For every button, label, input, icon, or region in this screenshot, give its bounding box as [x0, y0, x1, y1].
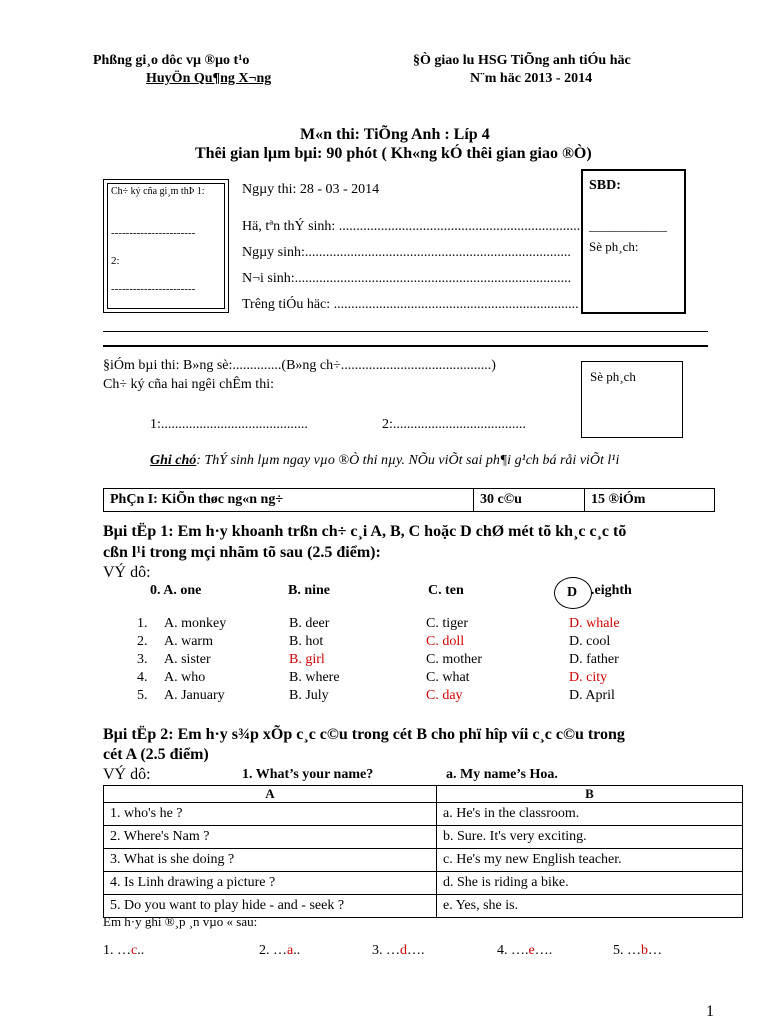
- exercise1-heading-2: cßn l¹i trong mçi nhãm tõ sau (2.5 điểm):: [103, 544, 381, 561]
- answer-number: 2. …: [259, 943, 287, 958]
- answer-dots: ..: [293, 943, 301, 958]
- cell-a: 4. Is Linh drawing a picture ?: [104, 872, 437, 895]
- examiner-box-title: Ch÷ ký cña gi¸m thÞ 1:: [111, 186, 205, 197]
- cell-b: a. He's in the classroom.: [437, 803, 743, 826]
- option-d[interactable]: D. April: [569, 688, 615, 703]
- column-b-header: B: [437, 786, 743, 803]
- school-year: N¨m häc 2013 - 2014: [470, 71, 593, 86]
- question-number: 3.: [137, 652, 148, 667]
- table-row: [104, 872, 743, 895]
- page-number: 1: [706, 1003, 714, 1020]
- part1-title: PhÇn I: KiÕn thøc ng«n ng÷: [104, 489, 474, 512]
- question-number: 1.: [137, 616, 148, 631]
- district-name: HuyÖn Qu¶ng X¬ng: [146, 71, 272, 86]
- exercise2-example-label: VÝ dô:: [103, 766, 151, 783]
- note-label: Ghi chó: [150, 453, 197, 468]
- cell-a: 3. What is she doing ?: [104, 849, 437, 872]
- table-row: [104, 803, 743, 826]
- question-number: 2.: [137, 634, 148, 649]
- option-a[interactable]: A. monkey: [164, 616, 227, 631]
- answer-value: c: [131, 943, 138, 958]
- option-b[interactable]: B. girl: [289, 652, 325, 667]
- part1-points: 15 ®iÓm: [585, 489, 715, 512]
- sbd-code-label: Sè ph¸ch:: [589, 239, 639, 254]
- example-option-c: C. ten: [428, 583, 464, 598]
- cut-line-1: [103, 331, 708, 332]
- option-a[interactable]: A. January: [164, 688, 225, 703]
- option-b[interactable]: B. hot: [289, 634, 324, 649]
- column-a-header: A: [104, 786, 437, 803]
- answer-slot[interactable]: [372, 943, 425, 959]
- question-number: 4.: [137, 670, 148, 685]
- code-box-label: Sè ph¸ch: [590, 369, 636, 384]
- part1-table: [103, 488, 715, 512]
- answer-value: a: [287, 943, 294, 958]
- cell-b: b. Sure. It's very exciting.: [437, 826, 743, 849]
- answer-number: 1. …: [103, 943, 131, 958]
- cell-b: e. Yes, she is.: [437, 895, 743, 918]
- exam-date: Ngµy thi: 28 - 03 - 2014: [242, 182, 380, 197]
- answer-number: 3. …: [372, 943, 400, 958]
- option-a[interactable]: A. sister: [164, 652, 211, 667]
- examiner-line-1: -----------------------: [111, 227, 196, 239]
- code-box: [581, 361, 683, 438]
- grader-1-signature: 1:..........................................: [150, 417, 308, 432]
- exercise1-example-label: VÝ dô:: [103, 564, 151, 581]
- exercise2-heading-1: Bµi tËp 2: Em h·y s¾p xÕp c¸c c©u trong cét B cho phï hîp víi c¸c c©u trong: [103, 726, 625, 743]
- answer-value: d: [400, 943, 407, 958]
- answer-slot[interactable]: [613, 943, 662, 959]
- pob-field[interactable]: N¬i sinh:...............................................................................: [242, 271, 572, 286]
- option-a[interactable]: A. warm: [164, 634, 213, 649]
- answer-slot[interactable]: [103, 943, 144, 959]
- option-c[interactable]: C. doll: [426, 634, 465, 649]
- score-line: §iÓm bµi thi: B»ng sè:..............(B»ng ch÷...........................................): [103, 358, 496, 373]
- table-row: [104, 849, 743, 872]
- cell-a: 5. Do you want to play hide - and - seek ?: [104, 895, 437, 918]
- example-option-d: .eighth: [591, 583, 632, 598]
- examiner-label-2: 2:: [111, 255, 120, 267]
- student-name-field[interactable]: Hä, tªn thÝ sinh: ......................................................................: [242, 219, 584, 234]
- answer-slot[interactable]: [497, 943, 552, 959]
- exercise2-example-answer: a. My name’s Hoa.: [446, 767, 558, 782]
- sbd-line: ____________: [589, 218, 667, 233]
- exam-name: §Ò giao lu HSG TiÕng anh tiÓu häc: [413, 53, 631, 68]
- option-d[interactable]: D. father: [569, 652, 619, 667]
- option-d[interactable]: D. city: [569, 670, 608, 685]
- answer-dots: ..: [137, 943, 145, 958]
- answer-dots: ….: [407, 943, 425, 958]
- note-text: : ThÝ sinh lµm ngay vµo ®Ò thi nµy. NÕu viÕt sai ph¶i g¹ch bá råi viÕt l¹i: [196, 453, 620, 468]
- answer-number: 4. ….: [497, 943, 529, 958]
- option-b[interactable]: B. July: [289, 688, 329, 703]
- answer-value: e: [528, 943, 535, 958]
- cell-a: 2. Where's Nam ?: [104, 826, 437, 849]
- graders-label: Ch÷ ký cña hai ngêi chÊm thi:: [103, 377, 274, 392]
- part1-count: 30 c©u: [474, 489, 585, 512]
- note: [150, 453, 619, 469]
- department-name: Phßng gi¸o dôc vµ ®µo t¹o: [93, 53, 250, 68]
- subject-title: M«n thi: TiÕng Anh : Líp 4: [300, 126, 490, 143]
- grader-2-signature: 2:......................................: [382, 417, 526, 432]
- option-c[interactable]: C. tiger: [426, 616, 468, 631]
- answer-dots: ….: [534, 943, 553, 958]
- example-option-a: 0. A. one: [150, 583, 202, 598]
- option-c[interactable]: C. mother: [426, 652, 482, 667]
- cell-a: 1. who's he ?: [104, 803, 437, 826]
- answer-instruction: Em h·y ghi ®¸p ¸n vµo « sau:: [103, 914, 258, 929]
- sbd-box: [581, 169, 686, 314]
- question-number: 5.: [137, 688, 148, 703]
- option-d[interactable]: D. whale: [569, 616, 620, 631]
- option-a[interactable]: A. who: [164, 670, 206, 685]
- answer-dots: …: [648, 943, 662, 958]
- dob-field[interactable]: Ngµy sinh:............................................................................: [242, 245, 571, 260]
- option-c[interactable]: C. day: [426, 688, 463, 703]
- exercise2-example-question: 1. What’s your name?: [242, 767, 374, 782]
- example-option-b: B. nine: [288, 583, 331, 598]
- answer-slot[interactable]: [259, 943, 300, 959]
- time-title: Thêi gian lµm bµi: 90 phót ( Kh«ng kÓ thêi gian giao ®Ò): [195, 145, 592, 162]
- examiner-signature-box: [103, 179, 229, 313]
- cell-b: d. She is riding a bike.: [437, 872, 743, 895]
- table-row: [104, 826, 743, 849]
- option-d[interactable]: D. cool: [569, 634, 611, 649]
- matching-table: [103, 785, 743, 918]
- school-field[interactable]: Trêng tiÓu häc: ......................................................................: [242, 297, 579, 312]
- cell-b: c. He's my new English teacher.: [437, 849, 743, 872]
- cut-line-2: [103, 345, 708, 347]
- exercise2-heading-2: cét A (2.5 điểm): [103, 746, 209, 763]
- sbd-label: SBD:: [589, 178, 621, 193]
- option-b[interactable]: B. where: [289, 670, 340, 685]
- examiner-line-2: -----------------------: [111, 283, 196, 295]
- answer-number: 5. …: [613, 943, 641, 958]
- option-b[interactable]: B. deer: [289, 616, 330, 631]
- exercise1-heading-1: Bµi tËp 1: Em h·y khoanh trßn ch÷ c¸i A, B, C hoặc D chØ mét tõ kh¸c c¸c tõ: [103, 523, 627, 540]
- option-c[interactable]: C. what: [426, 670, 470, 685]
- example-answer-letter: D: [567, 585, 578, 600]
- answer-value: b: [641, 943, 648, 958]
